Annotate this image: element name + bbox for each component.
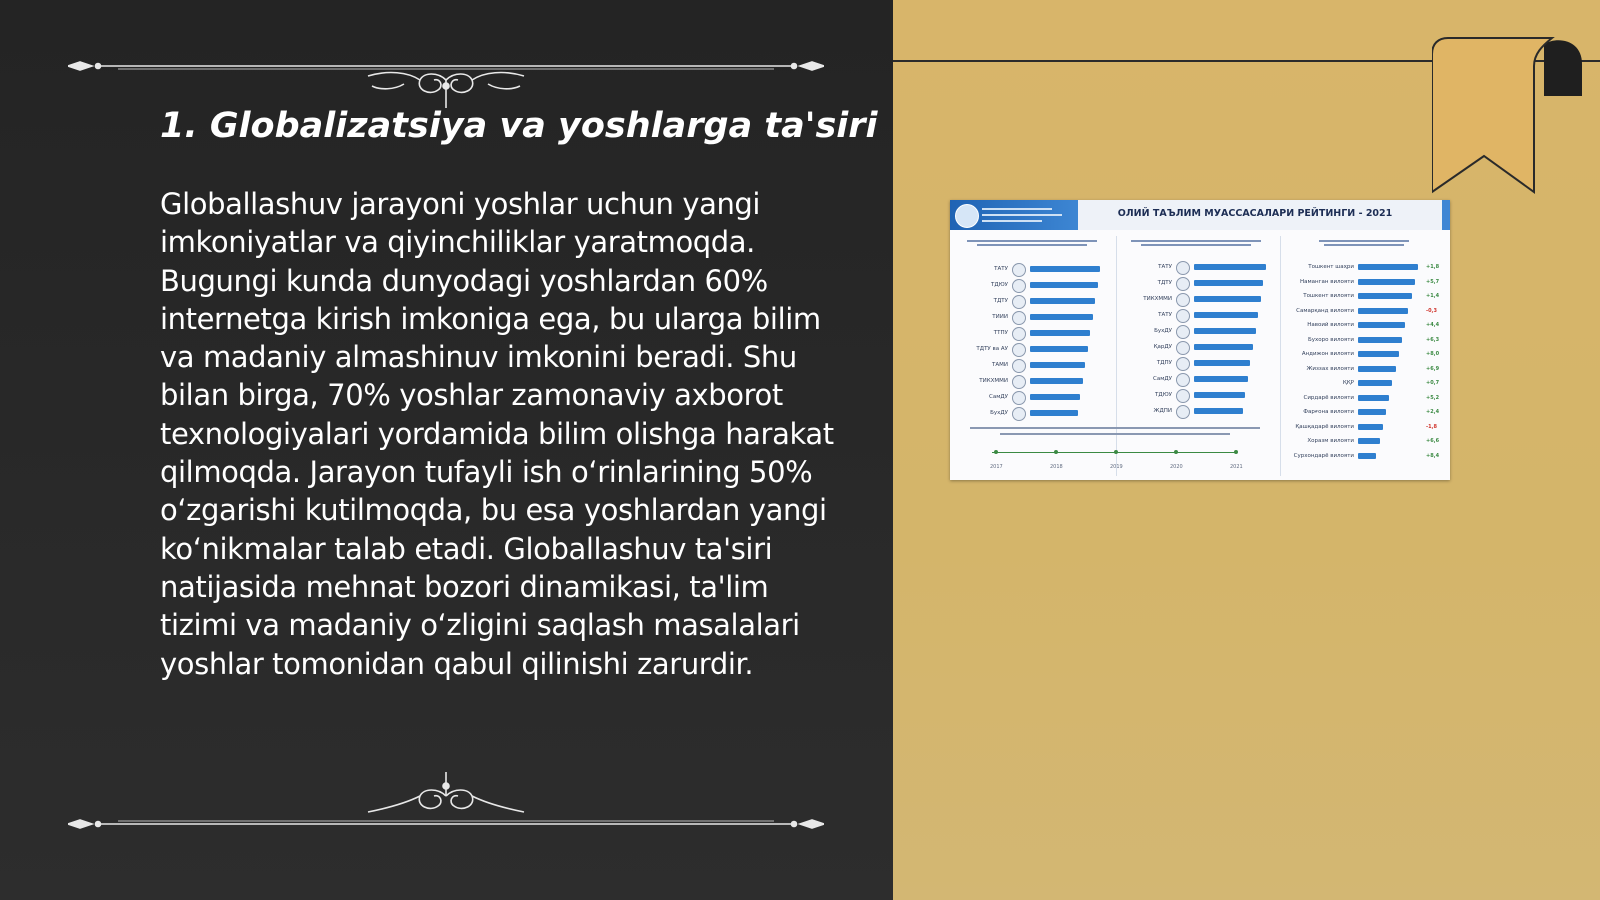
institution-emblem-icon bbox=[1176, 357, 1190, 371]
report-row bbox=[956, 330, 1008, 339]
report-bar bbox=[1194, 296, 1261, 302]
report-row-label: ҚарДУ bbox=[1153, 344, 1172, 350]
report-row-label: Сирдарё вилояти bbox=[1303, 394, 1354, 401]
report-row bbox=[1120, 312, 1172, 321]
report-delta: -0,3 bbox=[1426, 307, 1437, 314]
report-row bbox=[1120, 280, 1172, 289]
institution-emblem-icon bbox=[1012, 279, 1026, 293]
report-row bbox=[1284, 395, 1354, 404]
report-row-label: БухДУ bbox=[990, 410, 1008, 416]
report-row-label: СамДУ bbox=[988, 394, 1008, 400]
report-year-label: 2018 bbox=[1050, 464, 1063, 470]
report-delta: +6,9 bbox=[1426, 365, 1440, 372]
report-row-label: Андижон вилояти bbox=[1301, 351, 1354, 357]
report-bar bbox=[1358, 293, 1412, 299]
report-bar bbox=[1358, 424, 1383, 430]
report-row-label: ТАТУ bbox=[1158, 264, 1172, 270]
report-delta: +5,7 bbox=[1426, 278, 1440, 285]
institution-emblem-icon bbox=[1176, 325, 1190, 339]
report-column-header bbox=[956, 238, 1108, 252]
institution-emblem-icon bbox=[1012, 375, 1026, 389]
report-row-label: ТДТУ ва АУ bbox=[976, 346, 1008, 352]
report-row-label: Хоразм вилояти bbox=[1307, 438, 1354, 444]
report-row-label: Самарқанд вилояти bbox=[1296, 307, 1354, 314]
report-bar bbox=[1358, 351, 1399, 357]
report-year-label: 2017 bbox=[990, 464, 1003, 470]
slide-body-text: Globallashuv jarayoni yoshlar uchun yangi imkoniyatlar va qiyinchiliklar yaratmoqda. Bugungi kunda dunyodagi yoshlardan 60% internetga kirish imkoniga ega, bu ularga bilim va madaniy almashinuv imkonini beradi. Shu bilan birga, 70% yoshlar zamonaviy axborot texnologiyalari yordamida bilim olishga harakat qilmoqda. Jarayon tufayli ish o‘rinlarining 50% o‘zgarishi kutilmoqda, bu esa yoshlardan yangi ko‘nikmalar talab etadi. Globallashuv ta'siri natijasida mehnat bozori dinamikasi, ta'lim tizimi va madaniy o‘zligini saqlash masalalari yoshlar tomonidan qabul qilinishi zarurdir. bbox=[160, 187, 834, 681]
report-row-label: ТИИИ bbox=[992, 314, 1008, 320]
report-trend-point bbox=[1234, 450, 1238, 454]
report-row bbox=[1284, 453, 1354, 462]
report-row bbox=[1284, 366, 1354, 375]
report-row-label: ТАТУ bbox=[994, 266, 1008, 272]
bookmark-ribbon-icon bbox=[1432, 36, 1582, 198]
bottom-ornament-divider bbox=[68, 772, 824, 832]
report-delta: +6,3 bbox=[1426, 336, 1440, 343]
institution-emblem-icon bbox=[1176, 261, 1190, 275]
report-bar bbox=[1030, 330, 1090, 336]
institution-emblem-icon bbox=[1012, 327, 1026, 341]
state-emblem-icon bbox=[955, 204, 979, 228]
report-row bbox=[956, 362, 1008, 371]
report-row-label: ТДТУ bbox=[993, 298, 1008, 304]
report-delta: +6,6 bbox=[1426, 438, 1440, 444]
logo-text-line bbox=[982, 208, 1052, 210]
report-row-label: ТАМИ bbox=[992, 362, 1008, 368]
report-row bbox=[956, 266, 1008, 275]
report-row bbox=[1284, 308, 1354, 317]
report-row-label: ТИКХММИ bbox=[1143, 296, 1172, 302]
report-delta: +2,4 bbox=[1426, 409, 1440, 415]
logo-text-line bbox=[982, 220, 1042, 222]
report-row-label: ТИКХММИ bbox=[979, 378, 1008, 384]
report-row bbox=[956, 314, 1008, 323]
report-row bbox=[1284, 293, 1354, 302]
report-row bbox=[1284, 438, 1354, 447]
report-row bbox=[1284, 337, 1354, 346]
institution-emblem-icon bbox=[1176, 293, 1190, 307]
report-trend-point bbox=[1114, 450, 1118, 454]
report-row bbox=[1284, 264, 1354, 273]
report-trend-point bbox=[1054, 450, 1058, 454]
report-bar bbox=[1358, 380, 1392, 386]
report-column-divider bbox=[1280, 236, 1281, 476]
report-title: ОЛИЙ ТАЪЛИМ МУАССАСАЛАРИ РЕЙТИНГИ - 2021 bbox=[1117, 208, 1393, 219]
institution-emblem-icon bbox=[1012, 359, 1026, 373]
report-row bbox=[1284, 279, 1354, 288]
report-bar bbox=[1030, 378, 1083, 384]
report-year-label: 2020 bbox=[1170, 464, 1183, 470]
report-delta: +5,2 bbox=[1426, 394, 1440, 401]
report-row-label: ҚҚР bbox=[1342, 380, 1354, 386]
report-row bbox=[1120, 392, 1172, 401]
report-bar bbox=[1358, 395, 1389, 401]
institution-emblem-icon bbox=[1012, 391, 1026, 405]
report-bar bbox=[1030, 346, 1088, 352]
report-row bbox=[1284, 424, 1354, 433]
report-bar bbox=[1358, 308, 1408, 314]
report-column-header bbox=[1120, 238, 1272, 252]
report-bar bbox=[1194, 360, 1250, 366]
report-bar bbox=[1358, 322, 1405, 328]
report-bar bbox=[1358, 438, 1380, 444]
report-row-label: ТДЮУ bbox=[991, 282, 1008, 288]
report-bar bbox=[1358, 279, 1415, 285]
report-logo-banner bbox=[950, 200, 1078, 230]
report-row bbox=[1120, 296, 1172, 305]
report-row bbox=[1120, 328, 1172, 337]
report-bar bbox=[1358, 366, 1396, 372]
report-row bbox=[1284, 351, 1354, 360]
report-bar bbox=[1358, 264, 1418, 270]
report-row bbox=[1284, 409, 1354, 418]
report-bar bbox=[1194, 312, 1258, 318]
institution-emblem-icon bbox=[1012, 311, 1026, 325]
report-row-label: Фарғона вилояти bbox=[1303, 409, 1354, 415]
report-row-label: ТАТУ bbox=[1158, 312, 1172, 318]
report-bar bbox=[1030, 298, 1095, 304]
report-row bbox=[956, 410, 1008, 419]
report-bar bbox=[1194, 408, 1243, 414]
report-row-label: СамДУ bbox=[1152, 376, 1172, 382]
report-row bbox=[956, 378, 1008, 387]
report-row bbox=[956, 394, 1008, 403]
university-rating-report-image bbox=[950, 200, 1450, 480]
institution-emblem-icon bbox=[1176, 389, 1190, 403]
report-delta: +1,4 bbox=[1426, 293, 1440, 299]
report-delta: -1,8 bbox=[1426, 423, 1437, 430]
report-row-label: Қашқадарё вилояти bbox=[1295, 423, 1354, 430]
report-year-label: 2019 bbox=[1110, 464, 1123, 470]
report-bar bbox=[1194, 264, 1266, 270]
institution-emblem-icon bbox=[1012, 343, 1026, 357]
report-delta: +8,0 bbox=[1426, 351, 1440, 357]
report-row-label: ТДЮУ bbox=[1155, 392, 1172, 398]
report-row-label: Жиззах вилояти bbox=[1306, 365, 1354, 372]
report-row-label: БухДУ bbox=[1154, 328, 1172, 334]
report-row bbox=[956, 346, 1008, 355]
slide-title: 1. Globalizatsiya va yoshlarga ta'siri bbox=[160, 106, 878, 146]
report-row bbox=[956, 282, 1008, 291]
report-row-label: Наманган вилояти bbox=[1299, 278, 1354, 285]
report-bar bbox=[1194, 280, 1263, 286]
institution-emblem-icon bbox=[1176, 405, 1190, 419]
report-row-label: Тошкент шаҳри bbox=[1308, 264, 1354, 270]
report-row-label: Навоий вилояти bbox=[1307, 322, 1354, 328]
report-bar bbox=[1358, 453, 1376, 459]
report-row bbox=[956, 298, 1008, 307]
report-bar bbox=[1030, 394, 1080, 400]
report-delta: +0,7 bbox=[1426, 380, 1440, 386]
report-column-header bbox=[1284, 238, 1444, 252]
report-row-label: ТДТУ bbox=[1157, 280, 1172, 286]
institution-emblem-icon bbox=[1012, 295, 1026, 309]
logo-text-line bbox=[982, 214, 1062, 216]
report-row-label: Бухоро вилояти bbox=[1307, 336, 1354, 343]
report-bar bbox=[1194, 344, 1253, 350]
report-bar bbox=[1194, 376, 1248, 382]
report-footnote bbox=[960, 425, 1270, 439]
report-row bbox=[1120, 264, 1172, 273]
report-bar bbox=[1358, 337, 1402, 343]
report-row bbox=[1120, 344, 1172, 353]
report-row bbox=[1120, 360, 1172, 369]
report-trend-point bbox=[994, 450, 998, 454]
report-row-label: ТДПУ bbox=[1156, 360, 1172, 366]
report-bar bbox=[1030, 410, 1078, 416]
report-row bbox=[1120, 376, 1172, 385]
report-row bbox=[1284, 322, 1354, 331]
report-column-divider bbox=[1116, 236, 1117, 476]
report-year-label: 2021 bbox=[1230, 464, 1243, 470]
report-delta: +8,4 bbox=[1426, 452, 1440, 459]
report-row-label: ТТПУ bbox=[993, 330, 1008, 336]
report-row bbox=[1284, 380, 1354, 389]
report-bar bbox=[1030, 266, 1100, 272]
institution-emblem-icon bbox=[1176, 277, 1190, 291]
report-delta: +1,8 bbox=[1426, 264, 1440, 270]
top-ornament-divider bbox=[68, 50, 824, 110]
report-bar bbox=[1030, 314, 1093, 320]
report-bar bbox=[1194, 392, 1245, 398]
institution-emblem-icon bbox=[1012, 263, 1026, 277]
report-row-label: Сурхондарё вилояти bbox=[1293, 452, 1354, 459]
report-row-label: Тошкент вилояти bbox=[1303, 293, 1354, 299]
report-header-stripe bbox=[1442, 200, 1450, 230]
institution-emblem-icon bbox=[1176, 309, 1190, 323]
institution-emblem-icon bbox=[1012, 407, 1026, 421]
institution-emblem-icon bbox=[1176, 373, 1190, 387]
report-bar bbox=[1194, 328, 1256, 334]
report-bar bbox=[1030, 282, 1098, 288]
report-row-label: ЖДПИ bbox=[1153, 408, 1172, 414]
report-trend-point bbox=[1174, 450, 1178, 454]
report-bar bbox=[1358, 409, 1386, 415]
report-delta: +4,4 bbox=[1426, 322, 1440, 328]
institution-emblem-icon bbox=[1176, 341, 1190, 355]
report-row bbox=[1120, 408, 1172, 417]
report-bar bbox=[1030, 362, 1085, 368]
